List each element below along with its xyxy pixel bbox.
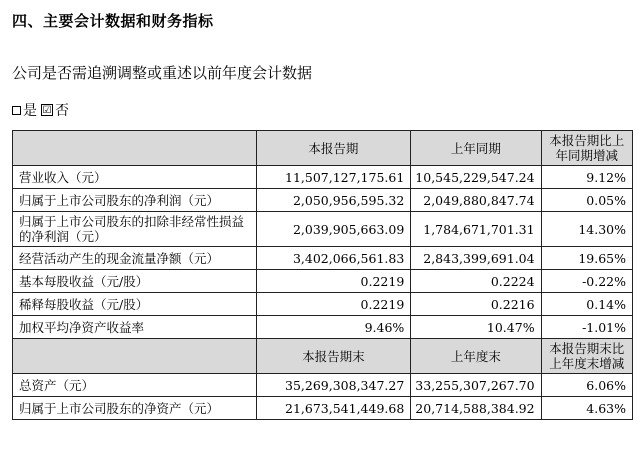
change-value: 14.30% xyxy=(541,212,632,247)
table-row xyxy=(13,374,633,397)
restatement-answer xyxy=(12,100,69,120)
change-value: -0.22% xyxy=(541,270,632,293)
yes-checkbox xyxy=(12,106,21,115)
no-checkbox-checked xyxy=(41,104,53,116)
current-value: 35,269,308,347.27 xyxy=(256,374,411,397)
current-value: 11,507,127,175.61 xyxy=(256,166,411,189)
header-prior-year-end: 上年度末 xyxy=(411,339,541,374)
header-prior-period: 上年同期 xyxy=(411,131,541,166)
prior-value: 10.47% xyxy=(411,316,541,339)
table-row xyxy=(13,166,633,189)
prior-value: 20,714,588,384.92 xyxy=(411,397,541,420)
header-period-end: 本报告期末 xyxy=(256,339,411,374)
current-value: 0.2219 xyxy=(256,293,411,316)
change-value: 9.12% xyxy=(541,166,632,189)
table-row xyxy=(13,212,633,247)
table-row xyxy=(13,247,633,270)
row-label: 归属于上市公司股东的净利润（元） xyxy=(13,189,257,212)
header-current-period: 本报告期 xyxy=(256,131,411,166)
yes-label: 是 xyxy=(23,103,37,119)
no-label: 否 xyxy=(55,103,69,119)
current-value: 0.2219 xyxy=(256,270,411,293)
prior-value: 2,843,399,691.04 xyxy=(411,247,541,270)
prior-value: 0.2216 xyxy=(411,293,541,316)
row-label: 稀释每股收益（元/股） xyxy=(13,293,257,316)
key-financial-data-table xyxy=(12,130,633,420)
prior-value: 2,049,880,847.74 xyxy=(411,189,541,212)
prior-value: 33,255,307,267.70 xyxy=(411,374,541,397)
table-row xyxy=(13,189,633,212)
current-value: 3,402,066,561.83 xyxy=(256,247,411,270)
row-label: 基本每股收益（元/股） xyxy=(13,270,257,293)
change-value: 4.63% xyxy=(541,397,632,420)
table-row xyxy=(13,270,633,293)
row-label: 经营活动产生的现金流量净额（元） xyxy=(13,247,257,270)
table-header-row xyxy=(13,131,633,166)
check-mark-icon: ☑ xyxy=(42,105,52,116)
table-row xyxy=(13,293,633,316)
change-value: -1.01% xyxy=(541,316,632,339)
prior-value: 10,545,229,547.24 xyxy=(411,166,541,189)
row-label: 加权平均净资产收益率 xyxy=(13,316,257,339)
prior-value: 0.2224 xyxy=(411,270,541,293)
restatement-question: 公司是否需追溯调整或重述以前年度会计数据 xyxy=(12,64,313,82)
prior-value: 1,784,671,701.31 xyxy=(411,212,541,247)
table-header-row xyxy=(13,339,633,374)
row-label: 营业收入（元） xyxy=(13,166,257,189)
section-title: 四、主要会计数据和财务指标 xyxy=(12,12,214,30)
current-value: 21,673,541,449.68 xyxy=(256,397,411,420)
current-value: 2,050,956,595.32 xyxy=(256,189,411,212)
row-label: 归属于上市公司股东的扣除非经常性损益的净利润（元） xyxy=(13,212,257,247)
table-row xyxy=(13,397,633,420)
change-value: 0.14% xyxy=(541,293,632,316)
current-value: 9.46% xyxy=(256,316,411,339)
row-label: 归属于上市公司股东的净资产（元） xyxy=(13,397,257,420)
change-value: 19.65% xyxy=(541,247,632,270)
row-label: 总资产（元） xyxy=(13,374,257,397)
change-value: 0.05% xyxy=(541,189,632,212)
change-value: 6.06% xyxy=(541,374,632,397)
current-value: 2,039,905,663.09 xyxy=(256,212,411,247)
header-cell-empty xyxy=(13,131,257,166)
header-cell-empty xyxy=(13,339,257,374)
header-yoy-change: 本报告期比上年同期增减 xyxy=(541,131,632,166)
header-period-end-change: 本报告期末比上年度末增减 xyxy=(541,339,632,374)
table-row xyxy=(13,316,633,339)
